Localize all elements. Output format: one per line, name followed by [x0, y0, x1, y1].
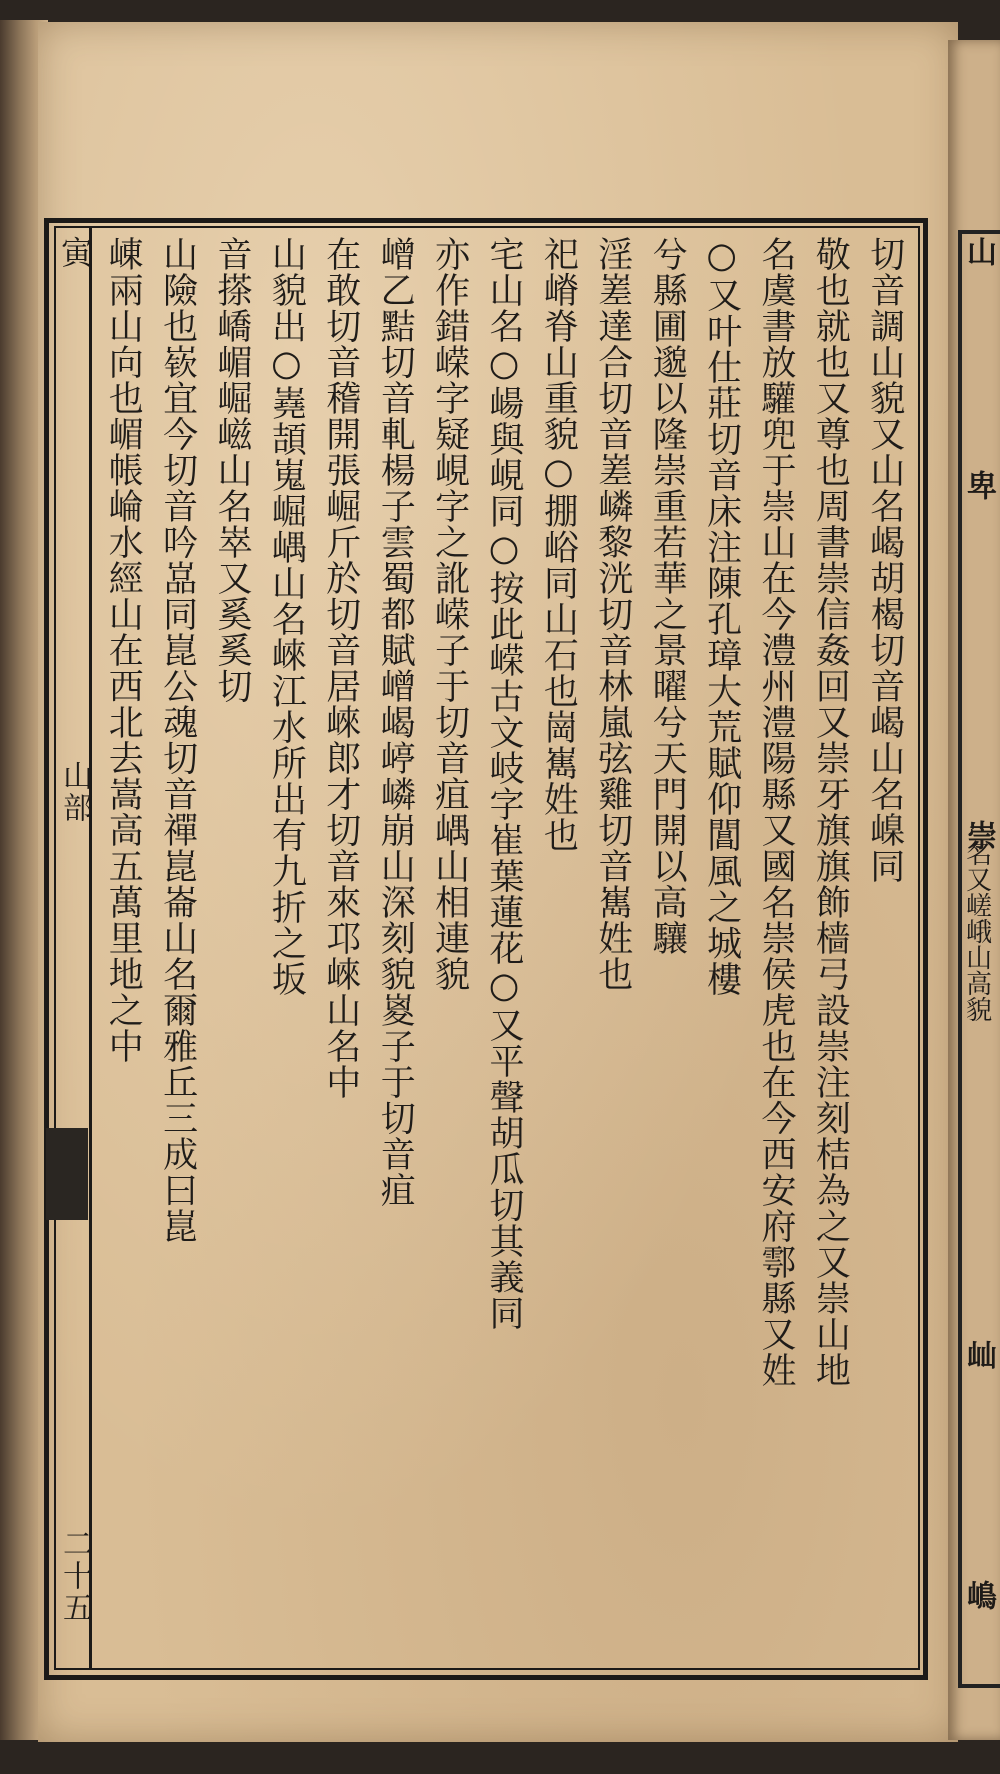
text-column: 名虞書放驩兜于崇山在今澧州澧陽縣又國名崇侯虎也在今西安府鄠縣又姓 [756, 236, 796, 1388]
section-label: 山部 [57, 760, 92, 824]
text-column: 山貌出○嶤頡嵬崛嵎山名崍江水所出有九折之坂 [266, 236, 307, 997]
page-number: 二十五 [57, 1528, 92, 1624]
adjacent-page-glyph: 嶋 [961, 1580, 996, 1610]
adjacent-page-glyph: 崇 [961, 820, 996, 850]
adjacent-page-text: 名又嵯峨山高貌 [961, 840, 992, 1022]
text-column: 音搽嶠嵋崛嵫山名崒又奚奚切 [212, 236, 252, 704]
text-column: 崠兩山向也嵋帳崘水經山在西北去嵩高五萬里地之中 [103, 236, 144, 1064]
text-column: 亦作錯嵘字疑峴字之訛嵘子于切音疽嵎山相連貌 [429, 236, 470, 992]
text-column: 兮縣圃邈以隆崇重若華之景曜兮天門開以高驤 [647, 236, 688, 956]
text-column: 山險也嵚宜今切音吟嵓同崑公魂切音禪崑崙山名爾雅丘三成曰崑 [157, 236, 198, 1244]
text-column: 敬也就也又尊也周書崇信姦回又崇牙旗旗飾樯弓設崇注刻桔為之又崇山地 [810, 236, 851, 1388]
adjacent-page-glyph: 山 [961, 236, 996, 266]
adjacent-page-glyph: 屾 [961, 1340, 996, 1370]
text-column: ○又叶仕莊切音床注陳孔璋大荒賦仰閶風之城樓 [701, 236, 742, 997]
text-column: 切音調山貌又山名嵑胡楬切音嵑山名嵲同 [864, 236, 905, 884]
volume-mark: 寅 [56, 236, 94, 270]
text-column: 嶒乙黠切音軋楊子雲蜀都賦嶒嵑嵉嶙崩山深刻貌嵏子于切音疽 [375, 236, 416, 1208]
adjacent-page-glyph: 卑 [961, 470, 996, 500]
text-column: 宅山名○崵與峴同○按此嵘古文岐字崔葉蓮花○又平聲胡瓜切其義同 [484, 236, 524, 1331]
page-margin-column [44, 226, 92, 1670]
text-column: 祀嵴脊山重貌○掤峪同山石也崗嶲姓也 [538, 236, 579, 853]
text-column: 在敢切音稽開張崛斤於切音居崍郎才切音來邛崍山名中 [320, 236, 361, 1100]
ink-fishtail-mark [46, 1128, 88, 1220]
text-column: 淫嵳達合切音嵳嶙黎洸切音林嵐弦雞切音嶲姓也 [592, 236, 633, 992]
